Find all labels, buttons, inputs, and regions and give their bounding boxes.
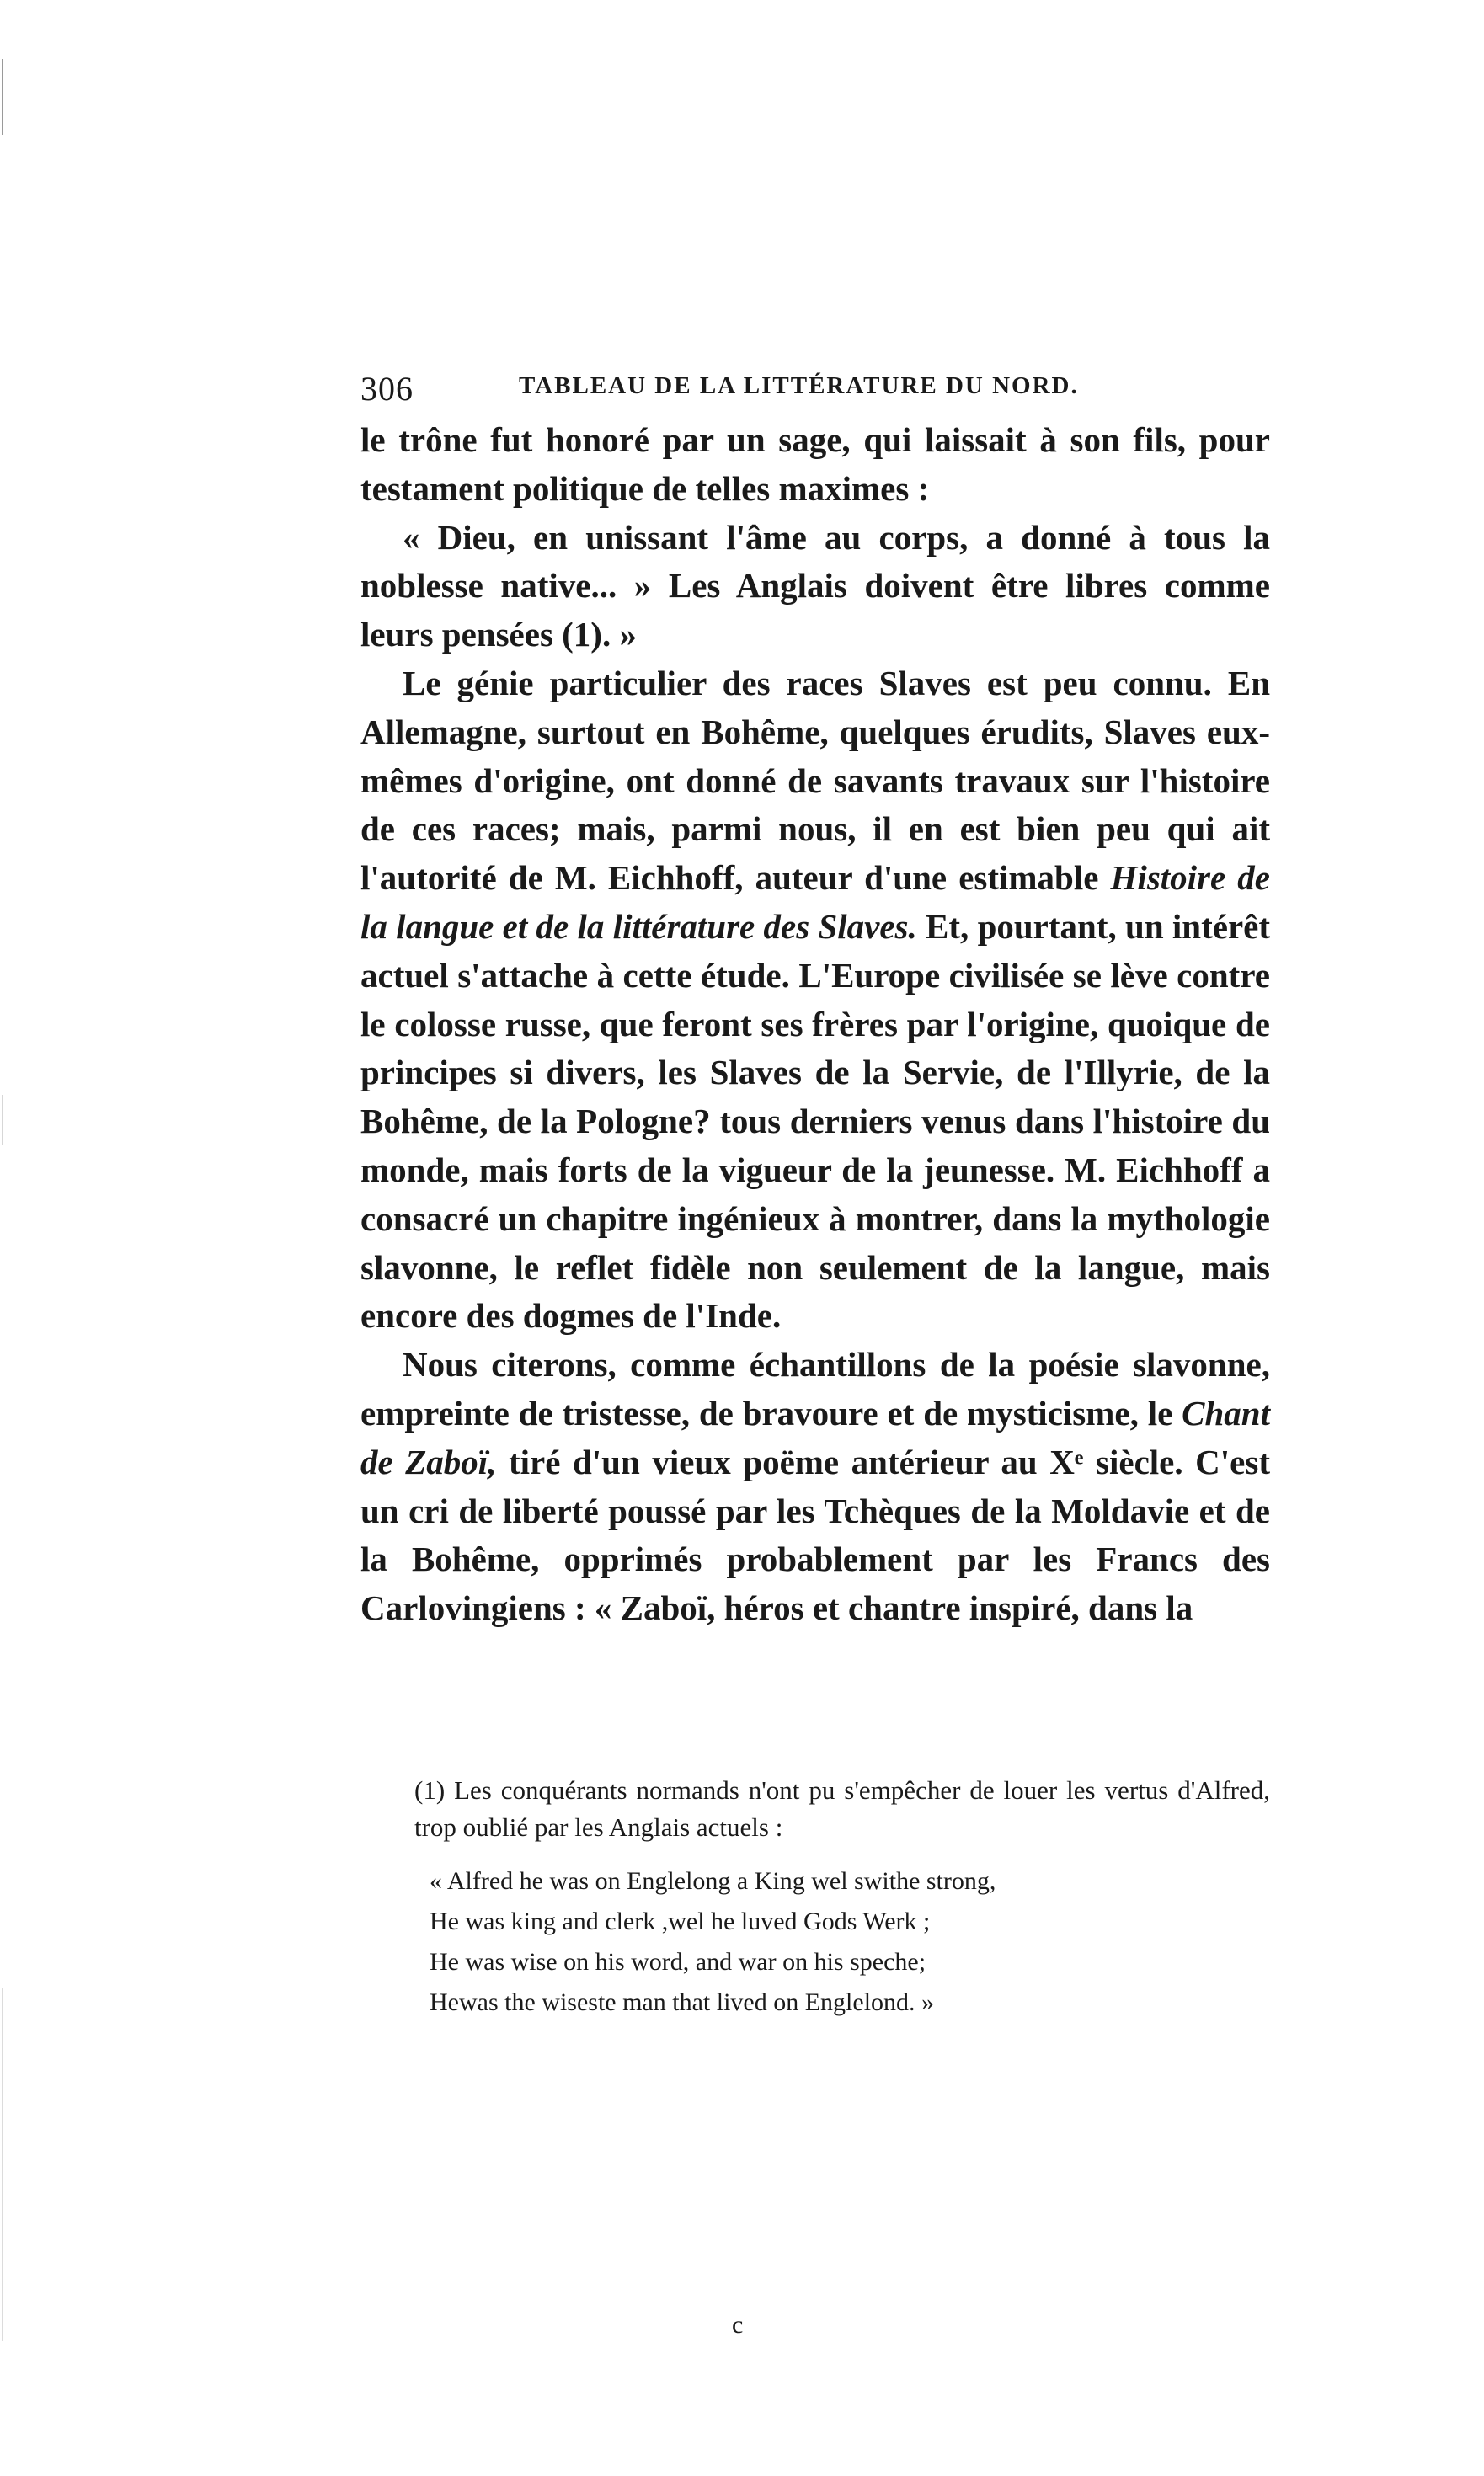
body-text (360, 416, 1270, 1633)
signature-mark: c (732, 2311, 744, 2339)
footnote (414, 1772, 1270, 1846)
scan-edge-mark (2, 1988, 3, 2341)
italic-title: Histoire de la langue et de la littérature des Slaves. (360, 858, 1270, 946)
verse-line: Hewas the wiseste man that lived on Englelond. » (430, 1988, 935, 2016)
paragraph (360, 514, 1270, 659)
verse-line: He was wise on his word, and war on his speche; (430, 1948, 926, 1976)
running-head (360, 369, 1270, 413)
paragraph-text: le trône fut honoré par un sage, qui laissait à son fils, pour testament politique de telles maximes : (360, 420, 1270, 508)
page-number: 306 (360, 370, 414, 408)
verse-line: He was king and clerk ,wel he luved Gods Werk ; (430, 1908, 931, 1935)
scan-edge-mark (2, 59, 3, 135)
paragraph-text: Nous citerons, comme échantillons de la poésie slavonne, empreinte de tristesse, de bravoure et de mysticisme, le (360, 1345, 1270, 1433)
paragraph (360, 659, 1270, 1341)
running-title: TABLEAU DE LA LITTÉRATURE DU NORD. (519, 372, 1079, 399)
paragraph (360, 416, 1270, 514)
verse-line: « Alfred he was on Englelong a King wel swithe strong, (430, 1867, 996, 1895)
paragraph-text: Et, pourtant, un intérêt actuel s'attache à cette étude. L'Europe civilisée se lève contre le colosse russe, que feront ses frères par l'origine, quoique de principes si divers, les Slaves de la Servie, de l'Illyrie, de la Bohême, de la Pologne? tous derniers venus dans l'histoire du monde, mais forts de la vigueur de la jeunesse. M. Eichhoff a consacré un chapitre ingénieux à montrer, dans la mythologie slavonne, le reflet fidèle non seulement de la langue, mais encore des dogmes de l'Inde. (360, 906, 1271, 1336)
paragraph (360, 1341, 1270, 1633)
footnote-verse (430, 1861, 1188, 2023)
paragraph-text: tiré d'un vieux poëme antérieur au Xᵉ siècle. C'est un cri de liberté poussé par les Tchèques de la Moldavie et de la Bohême, opprimés probablement par les Francs des Carlovingiens : « Zaboï, héros et chantre inspiré, dans la (360, 1442, 1270, 1628)
paragraph-text: Le génie particulier des races Slaves est peu connu. En Allemagne, surtout en Bohême, quelques érudits, Slaves eux-mêmes d'origine, ont donné de savants travaux sur l'histoire de ces races; mais, parmi nous, il en est bien peu qui ait l'autorité de M. Eichhoff, auteur d'une estimable (360, 663, 1270, 898)
scan-edge-mark (2, 1095, 3, 1145)
footnote-text: (1) Les conquérants normands n'ont pu s'empêcher de louer les vertus d'Alfred, trop oublié par les Anglais actuels : (414, 1775, 1270, 1842)
italic-title: Chant de Zaboï, (360, 1393, 1270, 1481)
paragraph-text: « Dieu, en unissant l'âme au corps, a donné à tous la noblesse native... » Les Anglais doivent être libres comme leurs pensées (1). » (360, 517, 1270, 654)
